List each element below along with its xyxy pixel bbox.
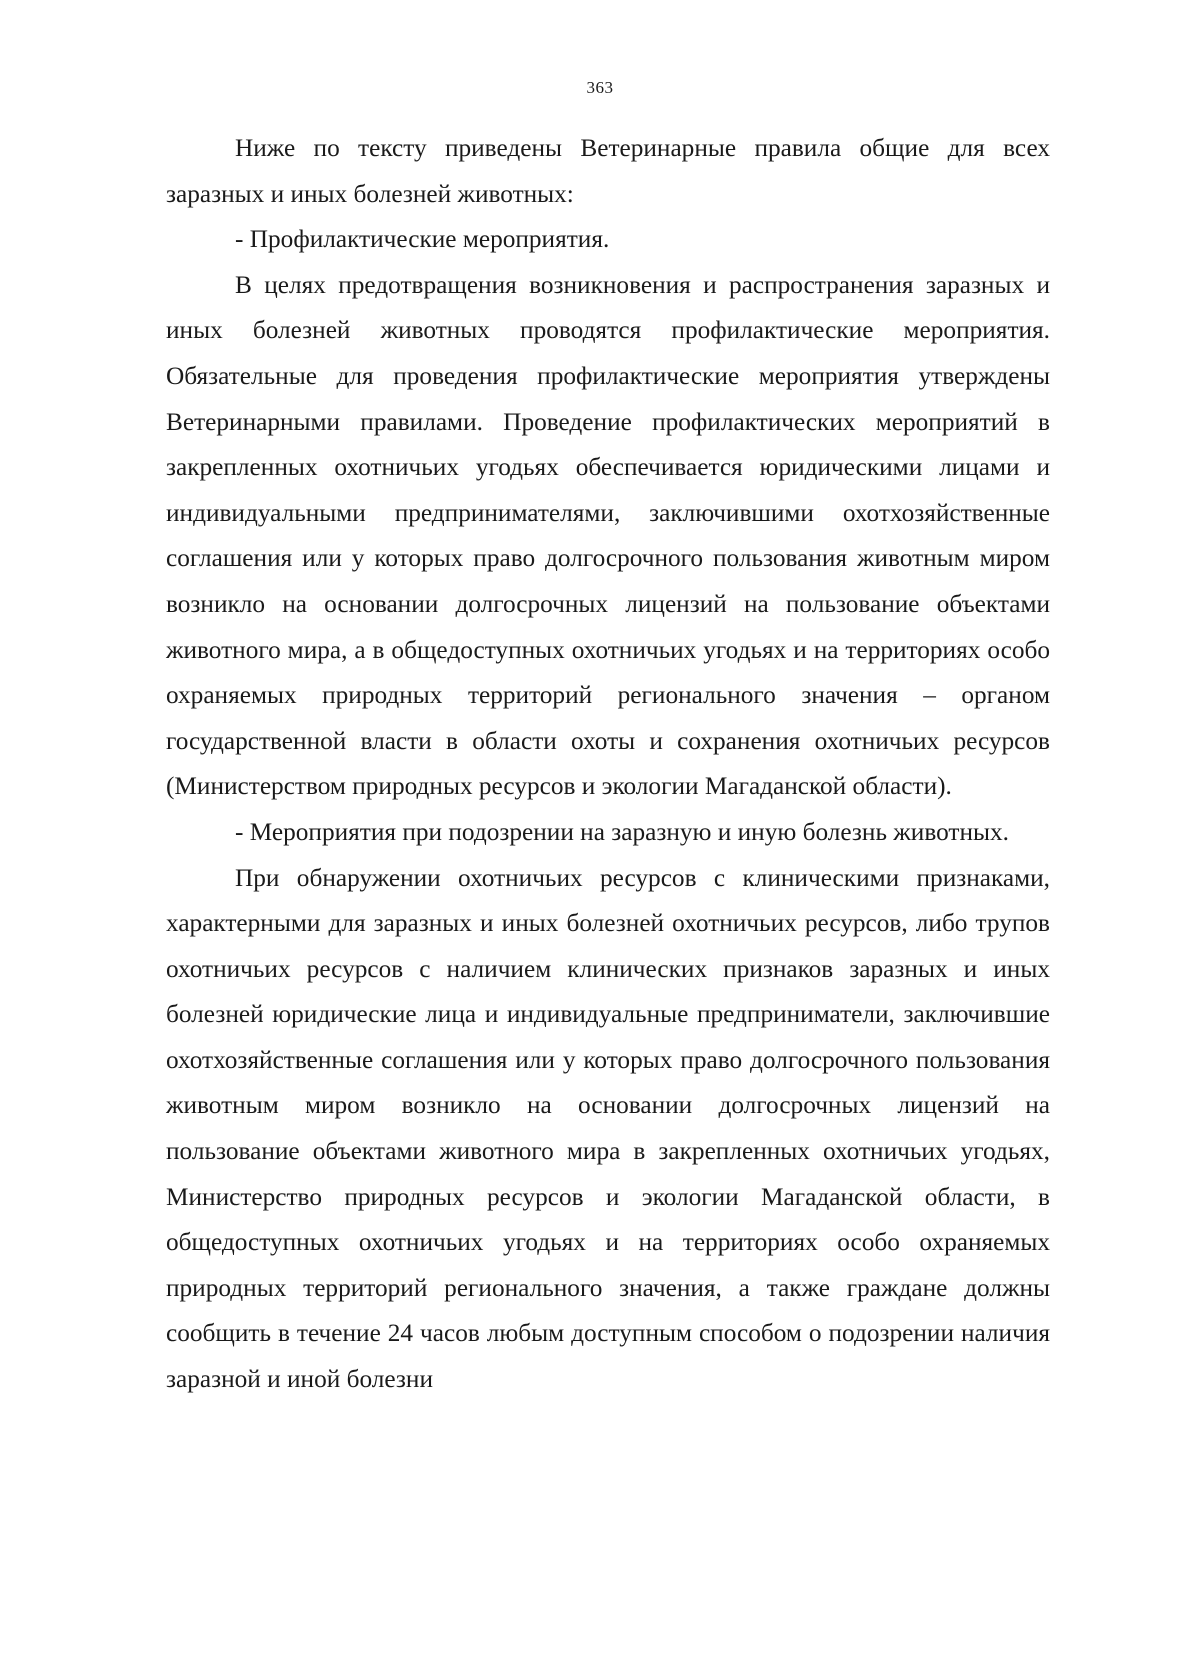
paragraph-list-item-suspicion: - Мероприятия при подозрении на заразную и иную болезнь животных. xyxy=(235,817,1009,846)
paragraph-detection-procedure: При обнаружении охотничьих ресурсов с клиническими признаками, характерными для заразных и иных болезней охотничьих ресурсов, либо трупов охотничьих ресурсов с наличием клинических признаков заразных и иных болезней юридические лица и индивидуальные предприниматели, заключившие охотхозяйственные соглашения или у которых право долгосрочного пользования животным миром возникло на основании долгосрочных лицензий на пользование объектами животного мира в закрепленных охотничьих угодьях, Министерство природных ресурсов и экологии Магаданской области, в общедоступных охотничьих угодьях и на территориях особо охраняемых природных территорий регионального значения, а также граждане должны сообщить в течение 24 часов любым доступным способом о подозрении наличия заразной и иной болезни xyxy=(166,863,1050,1394)
page-number: 363 xyxy=(586,78,614,97)
paragraph-intro: Ниже по тексту приведены Ветеринарные правила общие для всех заразных и иных болезней животных: xyxy=(166,134,1050,208)
paragraph-list-item-prevention: - Профилактические мероприятия. xyxy=(235,225,610,254)
document-body xyxy=(166,126,1050,1403)
paragraph-prevention-measures: В целях предотвращения возникновения и распространения заразных и иных болезней животных проводятся профилактические мероприятия. Обязательные для проведения профилактические мероприятия утверждены Ветеринарными правилами. Проведение профилактических мероприятий в закрепленных охотничьих угодьях обеспечивается юридическими лицами и индивидуальными предпринимателями, заключившими охотхозяйственные соглашения или у которых право долгосрочного пользования животным миром возникло на основании долгосрочных лицензий на пользование объектами животного мира, а в общедоступных охотничьих угодьях и на территориях особо охраняемых природных территорий регионального значения – органом государственной власти в области охоты и сохранения охотничьих ресурсов (Министерством природных ресурсов и экологии Магаданской области). xyxy=(166,270,1050,801)
